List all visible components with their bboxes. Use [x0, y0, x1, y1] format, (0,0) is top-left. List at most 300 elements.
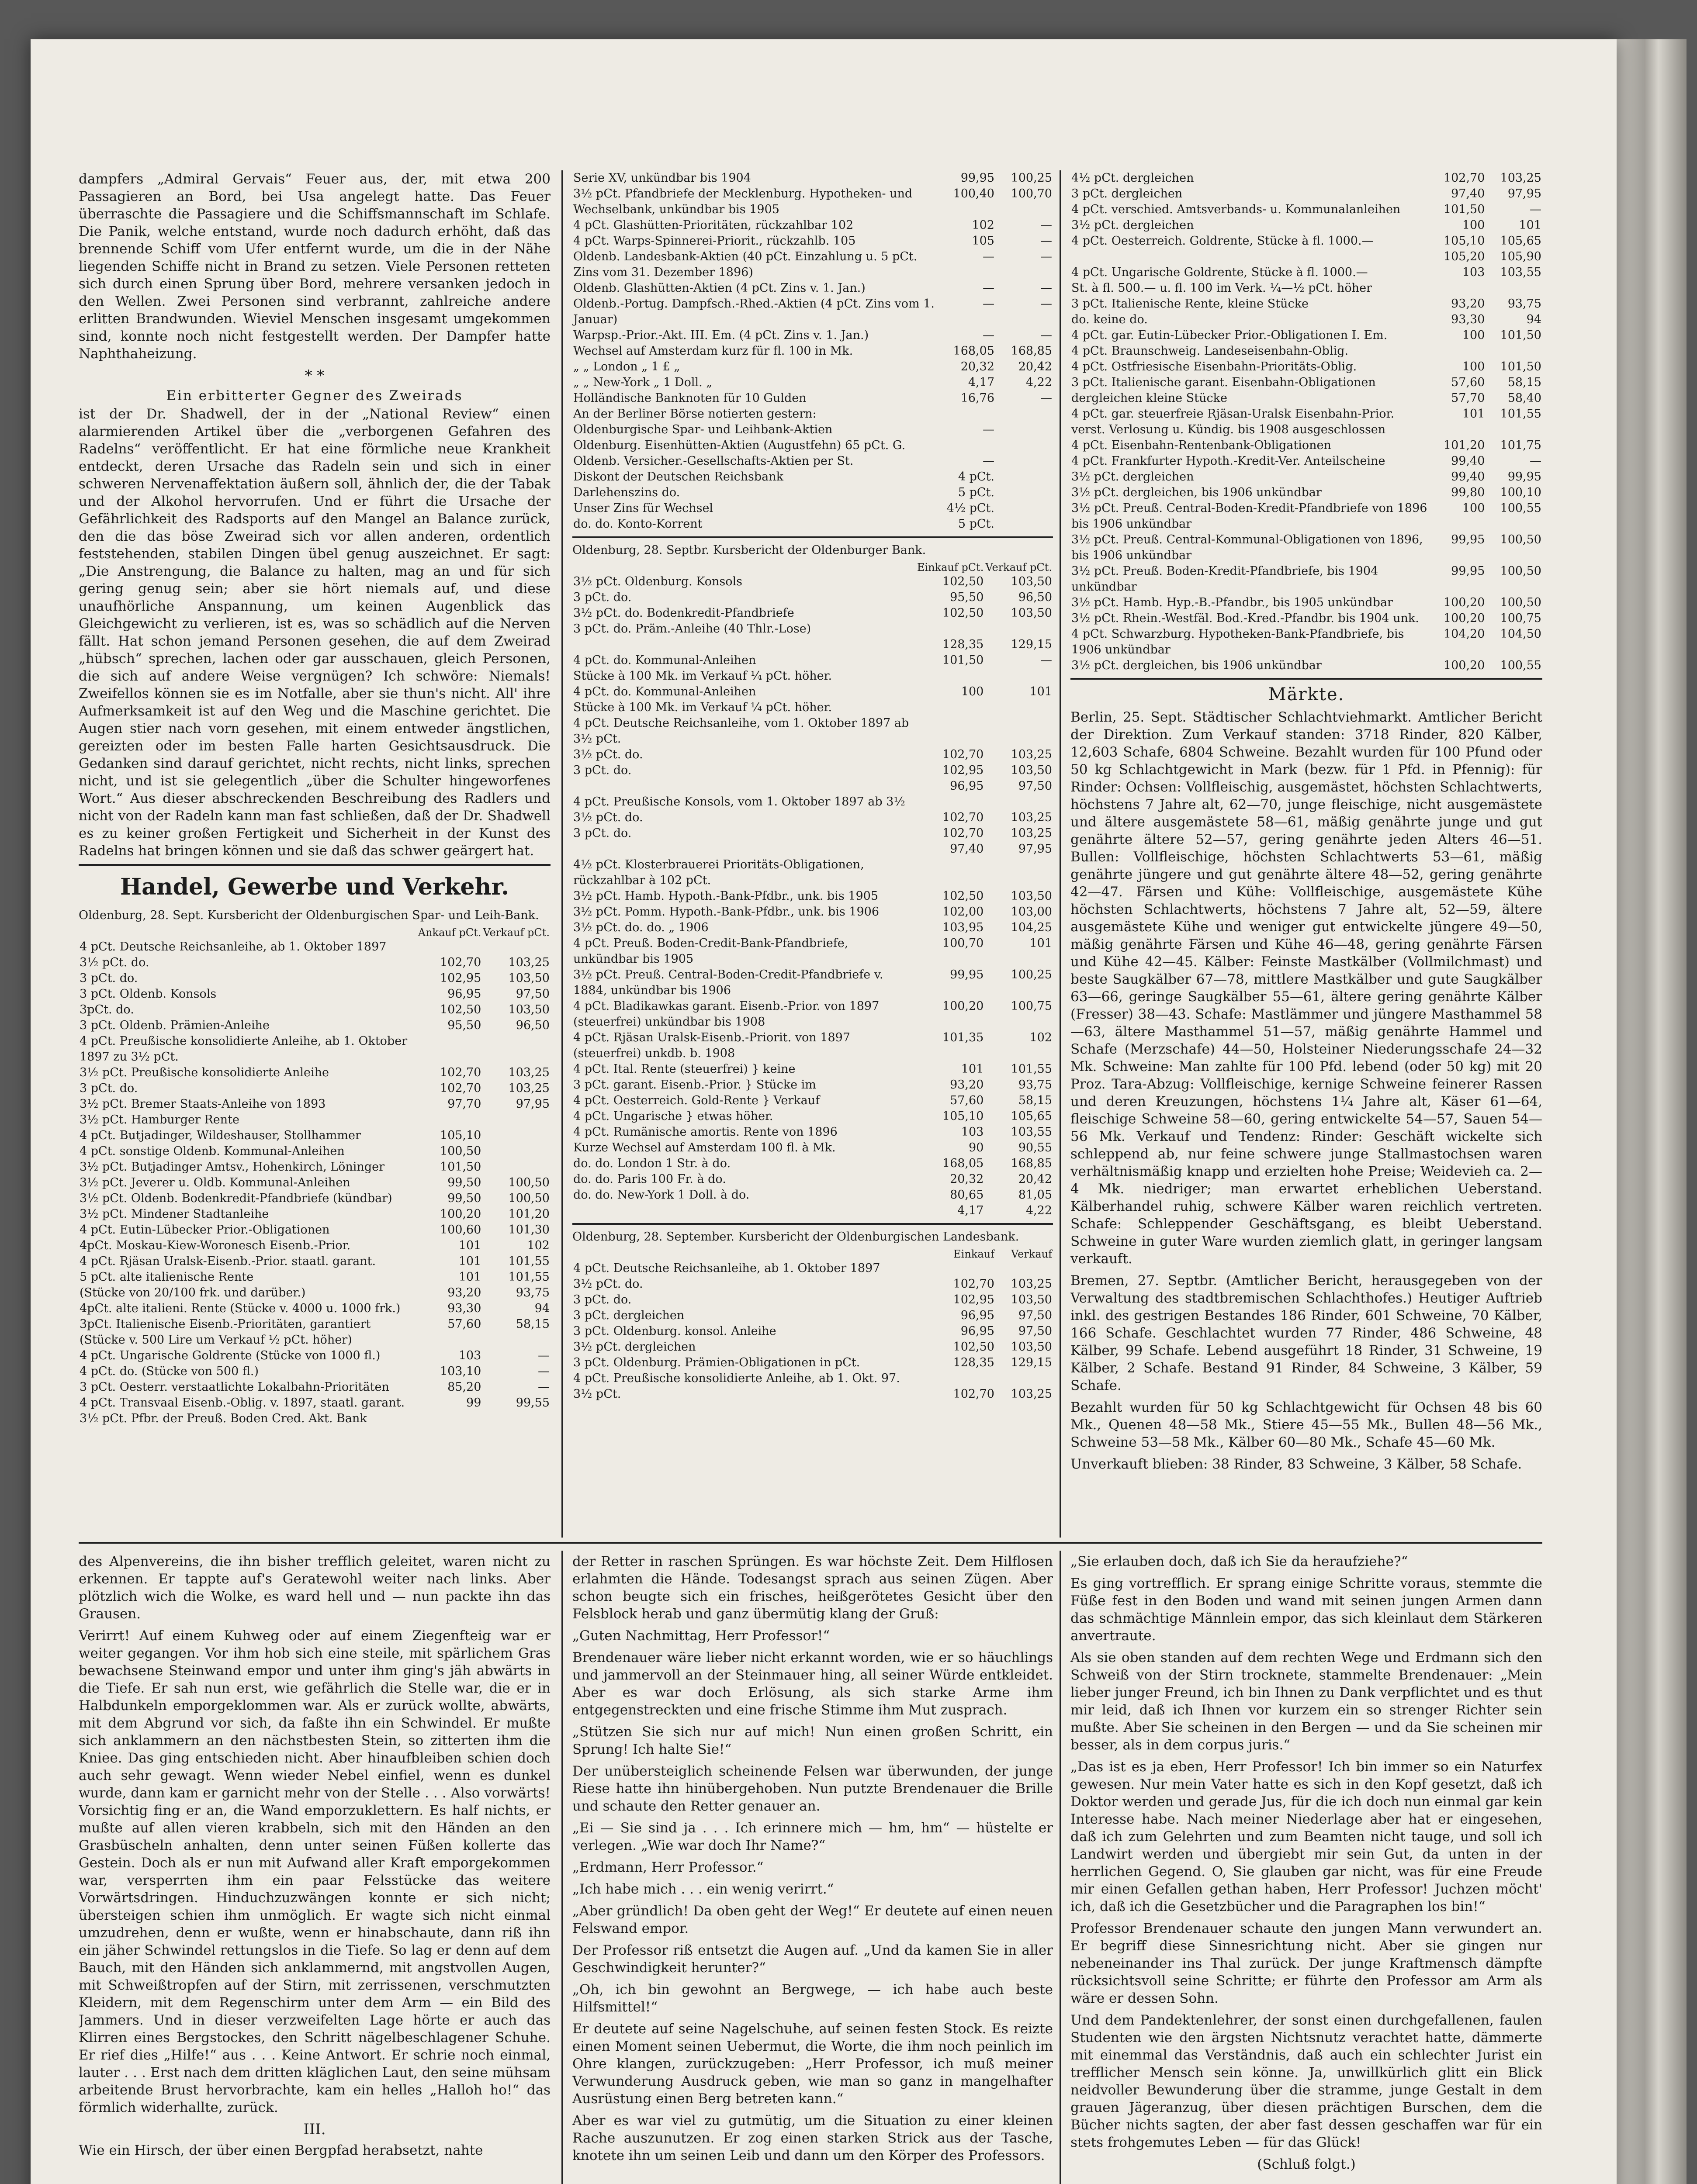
rate-value: —	[983, 454, 994, 468]
security-name: 3 pCt. dergleichen	[1071, 187, 1183, 200]
rate-value: —	[1040, 391, 1052, 405]
rate-value	[995, 438, 1053, 453]
table-row	[572, 684, 1053, 700]
table-row	[572, 826, 1053, 841]
rate-value: —	[1040, 281, 1052, 295]
rate-value	[984, 668, 1053, 684]
article-title: Ein erbitterter Gegner des Zweirads	[166, 388, 463, 404]
security-name: 4 pCt. Schwarzburg. Hypotheken-Bank-Pfandbriefe, bis 1906 unkündbar	[1071, 627, 1404, 657]
security-name: Oldenb. Glashütten-Aktien (4 pCt. Zins v. 1. Jan.)	[573, 281, 866, 295]
rate-value: 103,50	[508, 971, 550, 985]
security-name: „ „ London „ 1 £ „	[573, 360, 680, 373]
security-name: 3½ pCt.	[573, 1387, 621, 1401]
security-name: Wechsel auf Amsterdam kurz für fl. 100 in Mk.	[573, 344, 853, 358]
security-name: 3½ pCt. Butjadinger Amtsv., Hohenkirch, Löninger	[80, 1160, 385, 1174]
story-text: „Erdmann, Herr Professor.“	[572, 1859, 764, 1875]
rate-value: 90,55	[1018, 1141, 1052, 1154]
rate-value	[916, 700, 984, 715]
table-header-cell	[79, 926, 417, 939]
table-row	[572, 1292, 1053, 1308]
rate-value: 93,75	[1018, 1078, 1052, 1092]
table-row	[572, 1187, 1053, 1203]
rate-value: 93,20	[447, 1286, 481, 1299]
rate-value: 100,25	[1011, 968, 1052, 981]
table-row	[79, 986, 551, 1002]
rate-value	[984, 700, 1053, 715]
story-text: „Ich habe mich . . . ein wenig verirrt.“	[572, 1881, 834, 1897]
story-text: „Das ist es ja eben, Herr Professor! Ich bin immer so ein Naturfex gewesen. Nur mein Vater hatte es sich in den Kopf gesetzt, daß ich Doktor werden und gerade Jus, für die ich doch nun einmal gar kein Interesse habe. Nach meiner Niederlage aber hat er eingesehen, daß ich zum Gelehrten und zum Beamten nicht tauge, und soll ich Landwirt werden und übergiebt mir sein Gut, da unten in der herrlichen Gegend. O, Sie glauben gar nicht, was für eine Freude mir einen Gefallen gethan haben, Herr Professor! Juchzen möcht' ich, daß ich die Gesetzbücher und die Paragraphen los bin!“	[1070, 1759, 1542, 1914]
security-name: do. do. Paris 100 Fr. à do.	[573, 1172, 726, 1186]
rate-value	[1429, 280, 1486, 296]
rate-value: 103,25	[1011, 826, 1052, 840]
security-name: 4 pCt. Deutsche Reichsanleihe, vom 1. Oktober 1897 ab 3½ pCt.	[573, 716, 909, 746]
table-row	[79, 1238, 551, 1254]
story-column-1	[79, 1553, 551, 2184]
table-row	[572, 422, 1053, 438]
rate-value: 101,35	[942, 1031, 984, 1044]
rate-value: 102,70	[942, 811, 984, 824]
rate-value	[417, 1033, 482, 1065]
rate-value: —	[983, 328, 994, 342]
rate-value	[938, 1371, 995, 1386]
security-name: 3½ pCt. Preußische konsolidierte Anleihe	[80, 1066, 329, 1079]
fire-report-text: dampfers „Admiral Gervais“ Feuer aus, der, mit etwa 200 Passagieren an Bord, bei Usa angelegt hatte. Das Feuer überraschte die Passagiere und die Schiffsmannschaft im Schlafe. Die Panik, welche entstand, wurde noch dadurch erhöht, daß das brennende Schiff vom Ufer entfernt wurde, um die in der Nähe liegenden Schiffe nicht in Brand zu setzen. Viele Personen retteten sich durch einen Sprung über Bord, mehrere versanken jedoch in den Wellen. Zwei Personen sind verbrannt, zahlreiche andere erlitten Brandwunden. Wieviel Menschen insgesamt umgekommen sind, konnte noch nicht festgestellt werden. Der Dampfer hatte Naphthaheizung.	[79, 171, 551, 362]
table-row	[79, 1395, 551, 1411]
rate-value: 97,95	[516, 1097, 550, 1111]
table-row	[572, 1371, 1053, 1386]
table-row	[79, 1317, 551, 1348]
security-name: 3 pCt. do.	[80, 971, 138, 985]
security-name: 3½ pCt. Preuß. Central-Kommunal-Obligationen von 1896, bis 1906 unkündbar	[1071, 533, 1423, 562]
exchange-table	[572, 561, 1053, 1219]
rate-value: 103,50	[1011, 1340, 1052, 1354]
rate-value: 102,70	[953, 1277, 994, 1291]
security-name: Holländische Banknoten für 10 Gulden	[573, 391, 807, 405]
rate-value: 101	[458, 1239, 481, 1252]
rate-value: —	[983, 297, 994, 311]
story-column-3	[1070, 1553, 1542, 2184]
security-name: 3½ pCt. Pfandbriefe der Mecklenburg. Hypotheken- und Wechselbank, unkündbar bis 1905	[573, 187, 913, 216]
story-text: „Aber gründlich! Da oben geht der Weg!“ Er deutete auf einen neuen Felswand empor.	[572, 1903, 1053, 1936]
table-row	[572, 1355, 1053, 1371]
table-row	[572, 857, 1053, 888]
rate-value: 97,50	[516, 987, 550, 1001]
rate-value: 99,40	[1451, 470, 1485, 484]
feuilleton-rule	[79, 1542, 1542, 1544]
security-name: 4 pCt. Preußische konsolidierte Anleihe, ab 1. Oktober 1897 zu 3½ pCt.	[80, 1034, 408, 1064]
table-row	[1070, 406, 1542, 438]
table-row	[79, 1159, 551, 1175]
rate-value: 105,20	[1443, 250, 1485, 263]
table-row	[572, 810, 1053, 826]
rate-value: 97,40	[950, 842, 984, 856]
rate-value: 100	[1462, 218, 1485, 232]
rate-value: 100,50	[508, 1176, 550, 1189]
table-row	[79, 1254, 551, 1269]
rate-value: 96,50	[1018, 591, 1052, 604]
table-row	[1070, 280, 1542, 296]
table-row	[1070, 249, 1542, 265]
security-name: 4 pCt. Braunschweig. Landeseisenbahn-Oblig.	[1071, 344, 1349, 358]
rate-value: 4 pCt.	[958, 470, 994, 484]
rate-value: 103,50	[508, 1003, 550, 1016]
table-row	[572, 841, 1053, 857]
rate-value: 100	[1462, 328, 1485, 342]
table-row	[1070, 438, 1542, 453]
rate-value: 97,50	[1018, 779, 1052, 793]
rate-value	[984, 715, 1053, 747]
security-name: 3 pCt. do.	[573, 826, 632, 840]
table-row	[572, 1124, 1053, 1140]
rate-value: 5 pCt.	[958, 486, 994, 499]
security-name: Stücke à 100 Mk. im Verkauf ¼ pCt. höher.	[573, 669, 832, 683]
rate-value: 96,95	[447, 987, 481, 1001]
rate-value: 102,95	[942, 764, 984, 777]
table-header-cell: Ankauf pCt.	[418, 926, 481, 939]
rate-value: 102,50	[942, 606, 984, 620]
table-row	[572, 668, 1053, 684]
rate-value: 102,70	[440, 1066, 481, 1079]
table-row	[572, 469, 1053, 485]
rate-value: 93,20	[1451, 297, 1485, 311]
story-column-2	[572, 1553, 1053, 2184]
rate-value: 93,20	[950, 1078, 984, 1092]
security-name: 4pCt. alte italieni. Rente (Stücke v. 4000 u. 1000 frk.)	[80, 1302, 401, 1315]
rate-value: 102	[1029, 1031, 1052, 1044]
table-row	[1070, 375, 1542, 390]
rate-value: 103,95	[942, 921, 984, 934]
rate-value: 99,50	[447, 1176, 481, 1189]
security-name: 3½ pCt. Jeverer u. Oldb. Kommunal-Anleihen	[80, 1176, 350, 1189]
security-name: 3½ pCt. Hamb. Hyp.-B.-Pfandbr., bis 1905 unkündbar	[1071, 596, 1393, 609]
table-row	[1070, 343, 1542, 359]
rate-value: 58,15	[1507, 376, 1541, 389]
table-row	[572, 888, 1053, 904]
story-text: Verirrt! Auf einem Kuhweg oder auf einem Ziegenfteig war er weiter gegangen. Vor ihm hob sich eine steile, mit spärlichem Gras bewachsene Steinwand empor und unter ihm ging's jäh abwärts in die Tiefe. Er sah nun erst, wie gefährlich die Stelle war, die er in Halbdunkeln emporgeklommen war. Als er zurück wollte, abwärts, mit dem Abgrund vor sich, da faßte ihn ein Schwindel. Er mußte sich anklammern an den nächstbesten Stein, so zitterten ihm die Kniee. Das ging entschieden nicht. Aber hinaufbleiben schien doch auch sehr gewagt. Wenn wieder Nebel einfiel, wenn es dunkel wurde, dann kam er garnicht mehr von der Stelle . . . Also vorwärts! Vorsichtig fing er an, die Wand emporzuklettern. Es half nichts, er mußte auf allen vieren krabbeln, sich mit den Händen an den Grasbüscheln anhalten, denn unter seinen Füßen kollerte das Gestein. Doch als er nun mit Aufwand aller Kraft emporgekommen war, versperrten ihm ein paar Felsstücke das weitere Vorwärtsdringen. Hinduchzuzwängen konnte er sich nicht; übersteigen schien ihm unmöglich. Er wagte sich nicht einmal umzudrehen, denn er wußte, wenn er hinabschaute, dann riß ihn ein jäher Schwindel rettungslos in die Tiefe. So lag er denn auf dem Bauch, mit den Händen sich anklammernd, mit angstvollen Augen, mit Schweißtropfen auf der Stirn, mit zerrissenen, verschmutzten Kleidern, mit dem Regenschirm unter dem Arm — ein Bild des Jammers. Und in dieser verzweifelten Lage hörte er auch das Klirren eines Bergstockes, den Schritt nägelbeschlagener Schuhe. Er rief dies „Hilfe!“ aus . . . Keine Antwort. Er schrie noch einmal, lauter . . . Erst nach dem dritten kläglichen Laut, den seine mühsam arbeitende Brust hervorbrachte, kam ein helles „Halloh ho!“ das förmlich widerhallte, zurück.	[79, 1628, 551, 2115]
rate-value: 97,95	[1018, 842, 1052, 856]
security-name: Serie XV, unkündbar bis 1904	[573, 171, 751, 185]
rate-value: 95,50	[447, 1019, 481, 1032]
rate-value: 105,65	[1500, 234, 1541, 248]
rate-value: 20,32	[950, 1172, 984, 1186]
rate-value	[916, 621, 984, 637]
table-row	[79, 1018, 551, 1033]
table-row	[572, 1324, 1053, 1339]
table-header-cell	[572, 1248, 938, 1261]
security-name: 4 pCt. Bladikawkas garant. Eisenb.-Prior. von 1897 (steuerfrei) unkündbar bis 1908	[573, 999, 880, 1029]
table-header-cell: Einkauf	[953, 1248, 994, 1260]
rate-value: 104,20	[1443, 627, 1485, 641]
rate-value	[995, 501, 1053, 516]
rate-value: 103,25	[1011, 1277, 1052, 1291]
table-header-cell: Einkauf pCt.	[917, 561, 984, 574]
rate-value: 102,70	[953, 1387, 994, 1401]
story-text: Professor Brendenauer schaute den jungen Mann verwundert an. Er begriff diese Sinnesrichtung nicht. Aber sie gingen nur nebeneinander ins Thal zurück. Der junge Kraftmensch dämpfte rücksichtsvoll seine Schritte; er führte den Professor am Arm als wäre er dessen Sohn.	[1070, 1921, 1542, 2006]
security-name	[572, 637, 916, 653]
table-row	[1070, 532, 1542, 563]
rate-value: 94	[534, 1302, 550, 1315]
security-name: do. keine do.	[1071, 313, 1148, 326]
rate-value: 101,55	[1500, 407, 1541, 421]
security-name: dergleichen kleine Stücke	[1071, 391, 1227, 405]
rate-value: —	[983, 250, 994, 263]
security-name: Oldenb. Versicher.-Gesellschafts-Aktien per St.	[573, 454, 854, 468]
rate-value: 102,70	[942, 826, 984, 840]
security-name: 4 pCt. Ungarische Goldrente (Stücke von 1000 fl.)	[80, 1349, 381, 1362]
rate-value: 100,55	[1500, 501, 1541, 515]
rate-value: 101,50	[1500, 328, 1541, 342]
rate-value: 102,70	[440, 956, 481, 969]
table-row	[79, 1348, 551, 1364]
table-row	[572, 763, 1053, 778]
rate-value	[984, 621, 1053, 637]
rate-value: 99,40	[1451, 454, 1485, 468]
security-name: 3 pCt. do.	[80, 1082, 138, 1095]
rate-value: 100,20	[1443, 612, 1485, 625]
table-row	[79, 1144, 551, 1159]
rate-value: 100	[961, 685, 984, 698]
security-name: 3pCt. do.	[80, 1003, 134, 1016]
table-row	[79, 1081, 551, 1096]
rate-value: —	[1040, 250, 1052, 263]
rate-value: 102,70	[1443, 171, 1485, 185]
rate-value: 102,95	[953, 1293, 994, 1306]
section-rule	[79, 864, 551, 868]
rate-value: 103,25	[1011, 1387, 1052, 1401]
security-name: 3½ pCt. do. do. „ 1906	[573, 921, 709, 934]
table-row	[1070, 170, 1542, 186]
rate-value: 100,70	[1011, 187, 1052, 200]
table-row	[1070, 485, 1542, 501]
table-row	[572, 390, 1053, 406]
rate-value: 96,95	[960, 1324, 994, 1338]
story-text: „Oh, ich bin gewohnt an Bergwege, — ich habe auch beste Hilfsmittel!“	[572, 1982, 1053, 2015]
rate-value: 100,75	[1500, 612, 1541, 625]
column-divider	[561, 170, 563, 1538]
table-row	[572, 590, 1053, 605]
exchange-report-heading: Oldenburg, 28. Septbr. Kursbericht der Oldenburger Bank.	[572, 543, 926, 557]
table-header-cell	[572, 561, 916, 574]
table-row	[572, 1203, 1053, 1219]
book-spine	[1617, 39, 1687, 2184]
rate-value: 104,25	[1011, 921, 1052, 934]
rate-value: 101,55	[508, 1254, 550, 1268]
security-name: 4 pCt. Rjäsan Uralsk-Eisenb.-Prior. staatl. garant.	[80, 1254, 376, 1268]
rate-value: 96,95	[960, 1309, 994, 1322]
rate-value: 168,85	[1011, 344, 1052, 358]
story-text: „Ei — Sie sind ja . . . Ich erinnere mich — hm, hm“ — hüstelte er verlegen. „Wie war doch Ihr Name?“	[572, 1820, 1053, 1853]
table-row	[572, 1093, 1053, 1109]
continuation-note: (Schluß folgt.)	[1257, 2156, 1356, 2172]
rate-value: 93,75	[1507, 297, 1541, 311]
table-row	[79, 1128, 551, 1144]
table-row	[1070, 626, 1542, 658]
rate-value: 58,15	[516, 1317, 550, 1331]
security-name: do. do. London 1 Str. à do.	[573, 1157, 731, 1170]
security-name: 5 pCt. alte italienische Rente	[80, 1270, 254, 1284]
rate-value: 100,50	[1500, 564, 1541, 578]
table-row	[1070, 501, 1542, 532]
rate-value: 4,22	[1025, 376, 1052, 389]
rate-value: 96,95	[950, 779, 984, 793]
rate-value: 100	[1462, 360, 1485, 373]
rate-value: 102,00	[942, 905, 984, 919]
security-name: 3½ pCt. dergleichen	[573, 1340, 696, 1354]
rate-value: 80,65	[950, 1188, 984, 1202]
rate-value: 102	[527, 1239, 550, 1252]
article-text: ist der Dr. Shadwell, der in der „National Review“ einen alarmierenden Artikel über die „verborgenen Gefahren des Radelns“ veröffentlicht. Er hat eine förmliche neue Krankheit entdeckt, deren Ursache das Radeln sein und sich in einer schweren Nervenaffektation äußern soll, ähnlich der, die der Tabak und der Alkohol hervorrufen. Und er führt die Ursache der Gefährlichkeit des Radsports auf den Mangel an Balance zurück, den die das böse Zweirad sich vor allen anderen, ordentlich feststehenden, stabilen Dingen übel genug auszeichnet. Er sagt: „Die Anstrengung, die Balance zu halten, mag an und für sich gering genug sein; aber sie hört niemals auf, und diese unaufhörliche Anspannung, um keinen Augenblick das Gleichgewicht zu verlieren, ist es, was so schädlich auf die Nerven fällt. Hat schon jemand Personen gesehen, die auf dem Zweirad „hübsch“ sprechen, lachen oder gar ausschauen, gleich Personen, die sich auf andere Weise vergnügen? Ich schwöre: Niemals! Zweifellos können sie es im Notfalle, aber sie thun's nicht. All' ihre Aufmerksamkeit ist auf den Weg und die Maschine gerichtet. Die Augen stier nach vorn gesehen, mit einem entweder ängstlichen, gereizten oder im besten Falle harten Gesichtsausdruck. Die Gedanken sind darauf gerichtet, nicht rechts, nicht links, sprechen nicht, und ist sie gelegentlich „über die Schulter hingeworfenes Wort.“ Aus dieser abschreckenden Beschreibung des Radlers und nicht von der Radeln kann man fast schließen, daß der Dr. Shadwell es zu keiner großen Fertigkeit und Sicherheit in der Kunst des Radelns hat bringen können und sie daß das schwer geärgert hat.	[79, 406, 551, 859]
rate-value	[995, 1371, 1053, 1386]
rate-value: —	[1530, 454, 1541, 468]
table-row	[572, 574, 1053, 590]
rate-value	[938, 438, 995, 453]
rate-value: 103,50	[1011, 1293, 1052, 1306]
table-row	[79, 1222, 551, 1238]
rate-value: 101,20	[508, 1207, 550, 1221]
column-divider	[561, 1551, 563, 2184]
rate-value: 100,50	[508, 1192, 550, 1205]
security-name: 3½ pCt. Preuß. Boden-Kredit-Pfandbriefe, bis 1904 unkündbar	[1071, 564, 1378, 594]
rate-value: 94	[1526, 313, 1541, 326]
rate-value: 105,90	[1500, 250, 1541, 263]
rate-value: 93,30	[447, 1302, 481, 1315]
security-name: „ „ New-York „ 1 Doll. „	[573, 376, 713, 389]
table-row	[1070, 233, 1542, 249]
rate-value: —	[1040, 653, 1052, 667]
rate-value: 93,30	[1451, 313, 1485, 326]
security-name: 4 pCt. do. Kommunal-Anleihen	[573, 685, 756, 698]
rate-value: 4½ pCt.	[946, 501, 994, 515]
security-name: Darlehenszins do.	[573, 486, 680, 499]
security-name: 3½ pCt. do. Bodenkredit-Pfandbriefe	[573, 606, 794, 620]
security-name: 3½ pCt. Preuß. Central-Boden-Credit-Pfandbriefe v. 1884, unkündbar bis 1906	[573, 968, 883, 997]
rate-value: 101,75	[1500, 439, 1541, 452]
rate-value: —	[983, 281, 994, 295]
security-name: 4½ pCt. Klosterbrauerei Prioritäts-Obligationen, rückzahlbar à 102 pCt.	[573, 858, 864, 887]
rate-value: 128,35	[953, 1356, 994, 1369]
table-row	[79, 1096, 551, 1112]
market-bremen-text: Bremen, 27. Septbr. (Amtlicher Bericht, herausgegeben von der Verwaltung des stadtbremischen Schlachthofes.) Heutiger Auftrieb inkl. des gestrigen Bestandes 186 Rinder, 601 Schweine, 70 Kälber, 166 Schafe. Geschlachtet wurden 77 Rinder, 486 Schweine, 48 Kälber, 99 Schafe. Lebend ausgeführt 18 Rinder, 31 Schweine, 19 Kälber, 2 Schafe. Bestand 91 Rinder, 84 Schweine, 3 Kälber, 59 Schafe.	[1070, 1273, 1542, 1393]
table-row	[79, 1112, 551, 1128]
table-row	[572, 406, 1053, 422]
rate-value: 102,50	[942, 575, 984, 588]
security-name: Diskont der Deutschen Reichsbank	[573, 470, 783, 484]
column-right	[1070, 170, 1542, 1538]
table-row	[572, 1077, 1053, 1093]
rate-value: 20,42	[1018, 360, 1052, 373]
rate-value: 104,50	[1500, 627, 1541, 641]
story-text: Es ging vortrefflich. Er sprang einige Schritte voraus, stemmte die Füße fest in den Boden und wand mit seinen jungen Armen dann das schmächtige Männlein empor, das sich kleinlaut dem Stärkeren anvertraute.	[1070, 1576, 1542, 1644]
rate-value	[1486, 280, 1542, 296]
security-name: 4 pCt. verschied. Amtsverbands- u. Kommunalanleihen	[1071, 203, 1401, 216]
rate-value: 57,60	[1451, 376, 1485, 389]
table-row	[1070, 469, 1542, 485]
rate-value: 99,55	[516, 1396, 550, 1410]
rate-value: 100,50	[440, 1144, 481, 1158]
story-text: Der Professor riß entsetzt die Augen auf. „Und da kamen Sie in aller Geschwindigkeit herunter?“	[572, 1942, 1053, 1976]
table-row	[572, 453, 1053, 469]
table-row	[572, 637, 1053, 653]
table-header-cell: Verkauf	[1011, 1248, 1052, 1260]
table-row	[572, 605, 1053, 621]
security-name: 4½ pCt. dergleichen	[1071, 171, 1194, 185]
table-row	[79, 1301, 551, 1317]
rate-value: 99,95	[1507, 470, 1541, 484]
exchange-report-heading: Oldenburg, 28. Sept. Kursbericht der Oldenburgischen Spar- und Leih-Bank.	[79, 909, 539, 922]
rate-value: 103,25	[508, 1066, 550, 1079]
security-name: 3½ pCt. do.	[573, 748, 643, 761]
chapter-number: III.	[303, 2121, 326, 2138]
story-text: Er deutete auf seine Nagelschuhe, auf seinen festen Stock. Es reizte einen Moment seinen Uebermut, die Worte, die ihm noch peinlich im Ohre klangen, zurückzugeben: „Herr Professor, ich muß meiner Verwunderung Ausdruck geben, wie man so ganz in mangelhafter Ausrüstung einen Berg betreten kann.“	[572, 2021, 1053, 2107]
market-unsold-text: Unverkauft blieben: 38 Rinder, 83 Schweine, 3 Kälber, 58 Schafe.	[1070, 1456, 1522, 1472]
table-row	[572, 249, 1053, 280]
security-name: 3½ pCt. Preuß. Central-Boden-Kredit-Pfandbriefe von 1896 bis 1906 unkündbar	[1071, 501, 1427, 531]
exchange-table	[79, 926, 551, 1427]
rate-value: 100,55	[1500, 659, 1541, 672]
rate-value: 105,10	[1443, 234, 1485, 248]
rate-value: 103,25	[1011, 748, 1052, 761]
rate-value: 103,25	[508, 956, 550, 969]
table-row	[1070, 312, 1542, 328]
rate-value: —	[1040, 297, 1052, 311]
security-name: 3½ pCt. Rhein.-Westfäl. Bod.-Kred.-Pfandbr. bis 1904 unk.	[1071, 612, 1419, 625]
security-name: 3½ pCt. do.	[573, 1277, 643, 1291]
security-name: An der Berliner Börse notierten gestern:	[573, 407, 817, 421]
security-name: 3 pCt. Oesterr. verstaatlichte Lokalbahn-Prioritäten	[80, 1380, 389, 1394]
security-name: 4 pCt. Rumänische amortis. Rente von 1896	[573, 1125, 838, 1139]
table-row	[1070, 658, 1542, 674]
column-divider	[1060, 170, 1061, 1538]
rate-value	[916, 857, 984, 888]
rate-value: 100	[1462, 501, 1485, 515]
security-name: 3½ pCt. Bremer Staats-Anleihe von 1893	[80, 1097, 326, 1111]
table-row	[572, 936, 1053, 967]
section-separator: * *	[305, 367, 325, 384]
table-header	[572, 1248, 1053, 1261]
table-header	[572, 561, 1053, 574]
rate-value: 99,80	[1451, 486, 1485, 499]
security-name: 3 pCt. Oldenb. Prämien-Anleihe	[80, 1019, 270, 1032]
table-row	[572, 1171, 1053, 1187]
table-row	[572, 233, 1053, 249]
security-name: 3 pCt. do. Präm.-Anleihe (40 Thlr.-Lose)	[573, 622, 811, 636]
market-title: Märkte.	[1268, 684, 1345, 705]
table-row	[572, 1308, 1053, 1324]
rate-value: 100,20	[1443, 659, 1485, 672]
security-name: Unser Zins für Wechsel	[573, 501, 713, 515]
rate-value	[417, 1411, 482, 1427]
rate-value: 4,17	[968, 376, 994, 389]
section-rule	[572, 536, 1053, 540]
table-row	[79, 1411, 551, 1427]
rate-value: 101	[1462, 407, 1485, 421]
security-name	[572, 841, 916, 857]
table-row	[79, 1033, 551, 1065]
table-row	[572, 747, 1053, 763]
security-name: 3 pCt. Oldenb. Konsols	[80, 987, 217, 1001]
rate-value	[995, 516, 1053, 532]
table-row	[1070, 611, 1542, 626]
table-row	[572, 485, 1053, 501]
rate-value	[482, 1128, 551, 1144]
story-text: der Retter in raschen Sprüngen. Es war höchste Zeit. Dem Hilflosen erlahmten die Hände. Todesangst sprach aus seinen Zügen. Aber schon beugte sich ein frisches, heißgerötetes Gesicht über den Felsblock herab und ganz übermütig klang der Gruß:	[572, 1554, 1053, 1622]
rate-value	[995, 485, 1053, 501]
rate-value: 5 pCt.	[958, 517, 994, 531]
security-name: 4 pCt. Frankfurter Hypoth.-Kredit-Ver. Anteilscheine	[1071, 454, 1385, 468]
rate-value: 100,25	[1011, 171, 1052, 185]
rate-value: 101,55	[508, 1270, 550, 1284]
table-row	[79, 1002, 551, 1018]
